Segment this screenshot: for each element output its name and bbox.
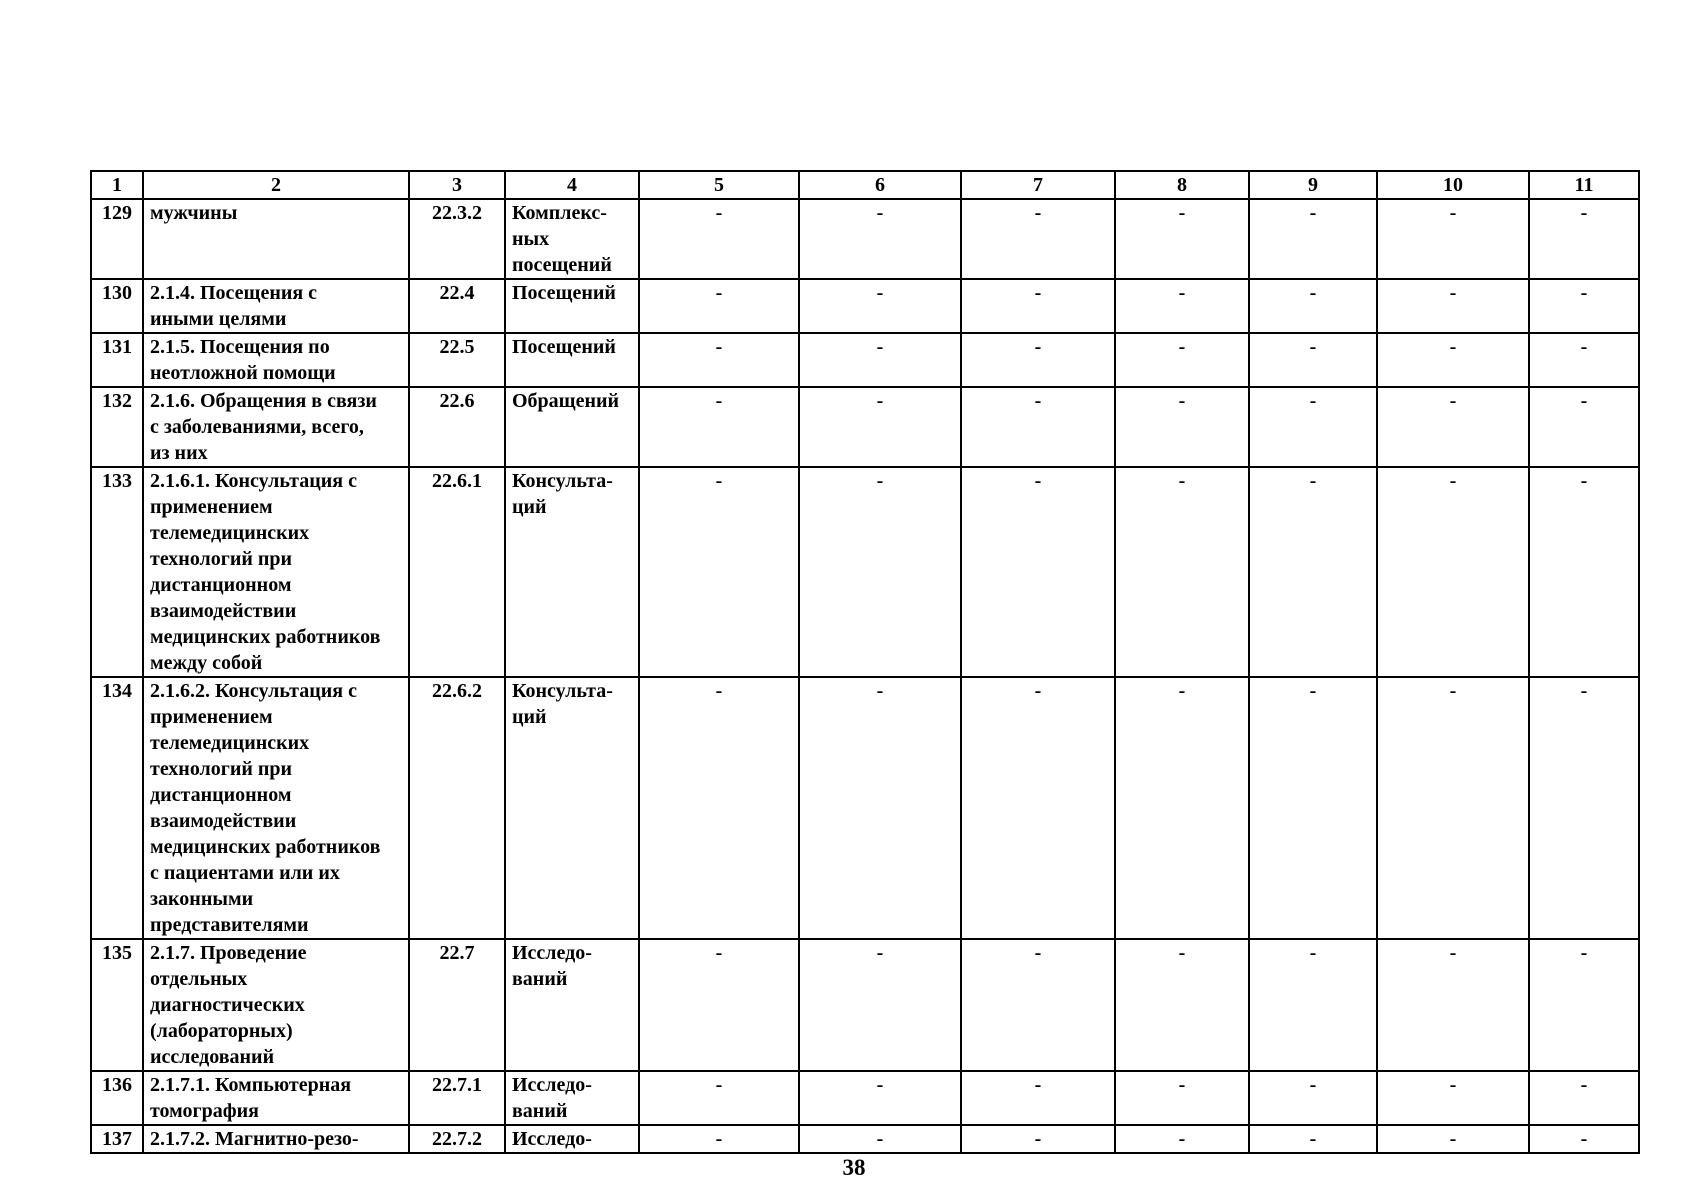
indicator-name: мужчины <box>143 199 409 279</box>
indicator-name: 2.1.7.1. Компьютерная томография <box>143 1071 409 1125</box>
value-cell-col-10: - <box>1377 677 1529 939</box>
value-cell-col-10: - <box>1377 467 1529 677</box>
value-cell-col-6: - <box>799 333 961 387</box>
indicator-name: 2.1.4. Посещения с иными целями <box>143 279 409 333</box>
value-cell-col-5: - <box>639 467 799 677</box>
row-number: 130 <box>91 279 143 333</box>
indicator-name: 2.1.5. Посещения по неотложной помощи <box>143 333 409 387</box>
indicator-code: 22.6.1 <box>409 467 505 677</box>
value-cell-col-11: - <box>1529 1071 1639 1125</box>
value-cell-col-7: - <box>961 467 1115 677</box>
page-number: 38 <box>842 1155 866 1180</box>
table-row <box>91 1071 1639 1125</box>
indicator-code: 22.3.2 <box>409 199 505 279</box>
value-cell-col-6: - <box>799 677 961 939</box>
column-header-1: 1 <box>91 171 143 199</box>
value-cell-col-9: - <box>1249 279 1377 333</box>
column-header-4: 4 <box>505 171 639 199</box>
column-header-8: 8 <box>1115 171 1249 199</box>
value-cell-col-10: - <box>1377 279 1529 333</box>
column-header-11: 11 <box>1529 171 1639 199</box>
value-cell-col-5: - <box>639 387 799 467</box>
indicator-name: 2.1.6.2. Консультация с применением телемедицинских технологий при дистанционном взаимодействии медицинских работников с пациентами или их законными представителями <box>143 677 409 939</box>
row-number: 135 <box>91 939 143 1071</box>
column-header-2: 2 <box>143 171 409 199</box>
value-cell-col-11: - <box>1529 279 1639 333</box>
indicator-code: 22.5 <box>409 333 505 387</box>
unit-of-measure: Консульта- ций <box>505 467 639 677</box>
unit-of-measure: Исследо- <box>505 1125 639 1153</box>
value-cell-col-11: - <box>1529 467 1639 677</box>
unit-of-measure: Посещений <box>505 333 639 387</box>
indicator-code: 22.6 <box>409 387 505 467</box>
unit-of-measure: Обращений <box>505 387 639 467</box>
table-body <box>91 199 1639 1153</box>
value-cell-col-5: - <box>639 939 799 1071</box>
value-cell-col-10: - <box>1377 1125 1529 1153</box>
value-cell-col-9: - <box>1249 1125 1377 1153</box>
indicator-name: 2.1.7. Проведение отдельных диагностических (лабораторных) исследований <box>143 939 409 1071</box>
table-row <box>91 387 1639 467</box>
value-cell-col-8: - <box>1115 1071 1249 1125</box>
table-row <box>91 467 1639 677</box>
value-cell-col-5: - <box>639 279 799 333</box>
value-cell-col-10: - <box>1377 939 1529 1071</box>
row-number: 137 <box>91 1125 143 1153</box>
value-cell-col-8: - <box>1115 677 1249 939</box>
value-cell-col-10: - <box>1377 387 1529 467</box>
value-cell-col-9: - <box>1249 333 1377 387</box>
row-number: 131 <box>91 333 143 387</box>
value-cell-col-6: - <box>799 199 961 279</box>
unit-of-measure: Исследо- ваний <box>505 939 639 1071</box>
value-cell-col-7: - <box>961 1125 1115 1153</box>
value-cell-col-5: - <box>639 199 799 279</box>
table-row <box>91 333 1639 387</box>
value-cell-col-5: - <box>639 1071 799 1125</box>
value-cell-col-5: - <box>639 677 799 939</box>
value-cell-col-8: - <box>1115 199 1249 279</box>
row-number: 134 <box>91 677 143 939</box>
indicator-name: 2.1.7.2. Магнитно-резо- <box>143 1125 409 1153</box>
statistics-table <box>90 170 1640 1154</box>
value-cell-col-11: - <box>1529 677 1639 939</box>
row-number: 132 <box>91 387 143 467</box>
indicator-code: 22.7.1 <box>409 1071 505 1125</box>
value-cell-col-9: - <box>1249 1071 1377 1125</box>
value-cell-col-7: - <box>961 1071 1115 1125</box>
value-cell-col-8: - <box>1115 333 1249 387</box>
column-header-3: 3 <box>409 171 505 199</box>
column-header-9: 9 <box>1249 171 1377 199</box>
column-header-7: 7 <box>961 171 1115 199</box>
value-cell-col-8: - <box>1115 279 1249 333</box>
value-cell-col-7: - <box>961 939 1115 1071</box>
value-cell-col-6: - <box>799 387 961 467</box>
value-cell-col-11: - <box>1529 1125 1639 1153</box>
indicator-code: 22.6.2 <box>409 677 505 939</box>
value-cell-col-8: - <box>1115 387 1249 467</box>
value-cell-col-10: - <box>1377 199 1529 279</box>
value-cell-col-11: - <box>1529 333 1639 387</box>
table-row <box>91 1125 1639 1153</box>
table-row <box>91 939 1639 1071</box>
indicator-code: 22.7 <box>409 939 505 1071</box>
value-cell-col-10: - <box>1377 1071 1529 1125</box>
value-cell-col-7: - <box>961 387 1115 467</box>
column-header-6: 6 <box>799 171 961 199</box>
value-cell-col-6: - <box>799 939 961 1071</box>
indicator-name: 2.1.6.1. Консультация с применением телемедицинских технологий при дистанционном взаимодействии медицинских работников между собой <box>143 467 409 677</box>
value-cell-col-7: - <box>961 677 1115 939</box>
table-row <box>91 199 1639 279</box>
table-row <box>91 279 1639 333</box>
row-number: 133 <box>91 467 143 677</box>
value-cell-col-5: - <box>639 1125 799 1153</box>
row-number: 129 <box>91 199 143 279</box>
indicator-code: 22.4 <box>409 279 505 333</box>
unit-of-measure: Исследо- ваний <box>505 1071 639 1125</box>
value-cell-col-8: - <box>1115 467 1249 677</box>
value-cell-col-5: - <box>639 333 799 387</box>
value-cell-col-6: - <box>799 279 961 333</box>
value-cell-col-7: - <box>961 279 1115 333</box>
value-cell-col-11: - <box>1529 939 1639 1071</box>
column-header-10: 10 <box>1377 171 1529 199</box>
value-cell-col-6: - <box>799 1125 961 1153</box>
value-cell-col-9: - <box>1249 467 1377 677</box>
unit-of-measure: Посещений <box>505 279 639 333</box>
indicator-name: 2.1.6. Обращения в связи с заболеваниями, всего, из них <box>143 387 409 467</box>
row-number: 136 <box>91 1071 143 1125</box>
value-cell-col-9: - <box>1249 387 1377 467</box>
value-cell-col-11: - <box>1529 387 1639 467</box>
unit-of-measure: Комплекс- ных посещений <box>505 199 639 279</box>
table-row <box>91 677 1639 939</box>
column-number-row <box>91 171 1639 199</box>
value-cell-col-7: - <box>961 199 1115 279</box>
value-cell-col-10: - <box>1377 333 1529 387</box>
unit-of-measure: Консульта- ций <box>505 677 639 939</box>
value-cell-col-11: - <box>1529 199 1639 279</box>
indicator-code: 22.7.2 <box>409 1125 505 1153</box>
value-cell-col-8: - <box>1115 1125 1249 1153</box>
value-cell-col-6: - <box>799 1071 961 1125</box>
value-cell-col-7: - <box>961 333 1115 387</box>
value-cell-col-9: - <box>1249 939 1377 1071</box>
column-header-5: 5 <box>639 171 799 199</box>
value-cell-col-9: - <box>1249 677 1377 939</box>
value-cell-col-8: - <box>1115 939 1249 1071</box>
value-cell-col-9: - <box>1249 199 1377 279</box>
value-cell-col-6: - <box>799 467 961 677</box>
